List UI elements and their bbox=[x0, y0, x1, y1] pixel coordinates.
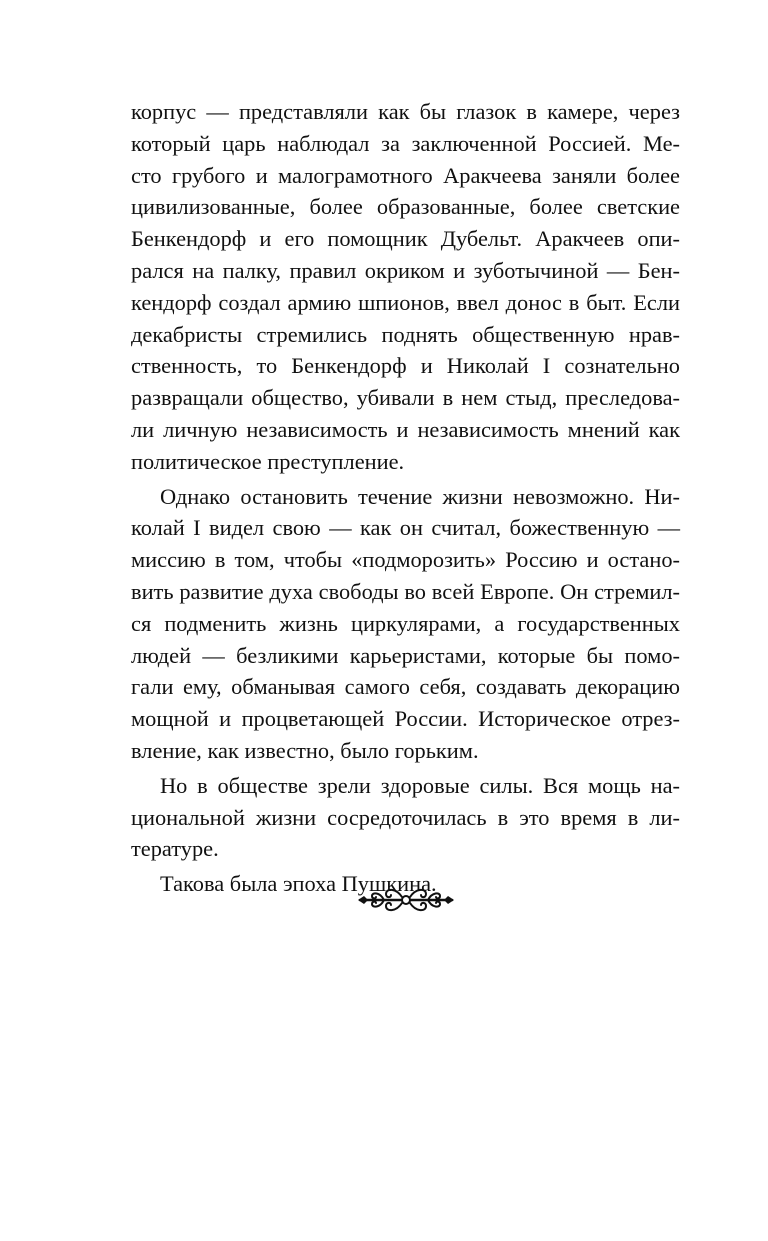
text-line: цивилизованные, более образованные, более светские bbox=[131, 194, 680, 220]
paragraph-1 bbox=[131, 96, 680, 478]
text-line: сто грубого и малограмотного Аракчеева заняли более bbox=[131, 162, 680, 188]
paragraph-2 bbox=[131, 481, 680, 767]
text-line: ственность, то Бенкендорф и Николай I сознательно bbox=[131, 353, 680, 379]
text-line: корпус — представляли как бы глазок в камере, через bbox=[131, 99, 680, 124]
text-line: кендорф создал армию шпионов, ввел донос в быт. Если bbox=[131, 289, 680, 315]
text-line: гали ему, обманывая самого себя, создавать декорацию bbox=[131, 674, 680, 700]
text-line: политическое преступление. bbox=[131, 448, 405, 474]
text-line: людей — безликими карьеристами, которые бы помо- bbox=[131, 642, 680, 668]
text-line: рался на палку, правил окриком и зуботычиной — Бен- bbox=[131, 257, 680, 283]
text-line: циональной жизни сосредоточилась в это время в ли- bbox=[131, 804, 680, 830]
paragraph-3 bbox=[131, 770, 680, 865]
text-line: тературе. bbox=[131, 836, 219, 862]
page-body bbox=[131, 96, 680, 903]
text-line: миссию в том, чтобы «подморозить» Россию и остано- bbox=[131, 547, 680, 573]
text-line: Бенкендорф и его помощник Дубельт. Аракчеев опи- bbox=[131, 226, 680, 252]
text-line: декабристы стремились поднять общественную нрав- bbox=[131, 321, 680, 347]
text-line: колай I видел свою — как он считал, божественную — bbox=[131, 515, 680, 541]
text-line: который царь наблюдал за заключенной Россией. Ме- bbox=[131, 130, 680, 156]
text-line: ся подменить жизнь циркулярами, а государственных bbox=[131, 610, 680, 636]
text-line: вить развитие духа свободы во всей Европе. Он стремил- bbox=[131, 578, 680, 604]
text-line: мощной и процветающей России. Историческое отрез- bbox=[131, 706, 680, 732]
text-line: Такова была эпоха Пушкина. bbox=[160, 871, 437, 897]
text-line: Однако остановить течение жизни невозможно. Ни- bbox=[160, 483, 680, 509]
fleuron-ornament-icon bbox=[356, 880, 456, 920]
text-line: Но в обществе зрели здоровые силы. Вся мощь на- bbox=[160, 772, 680, 798]
text-line: развращали общество, убивали в нем стыд, преследова- bbox=[131, 385, 680, 411]
text-line: ли личную независимость и независимость мнений как bbox=[131, 416, 680, 442]
text-line: вление, как известно, было горьким. bbox=[131, 737, 479, 763]
